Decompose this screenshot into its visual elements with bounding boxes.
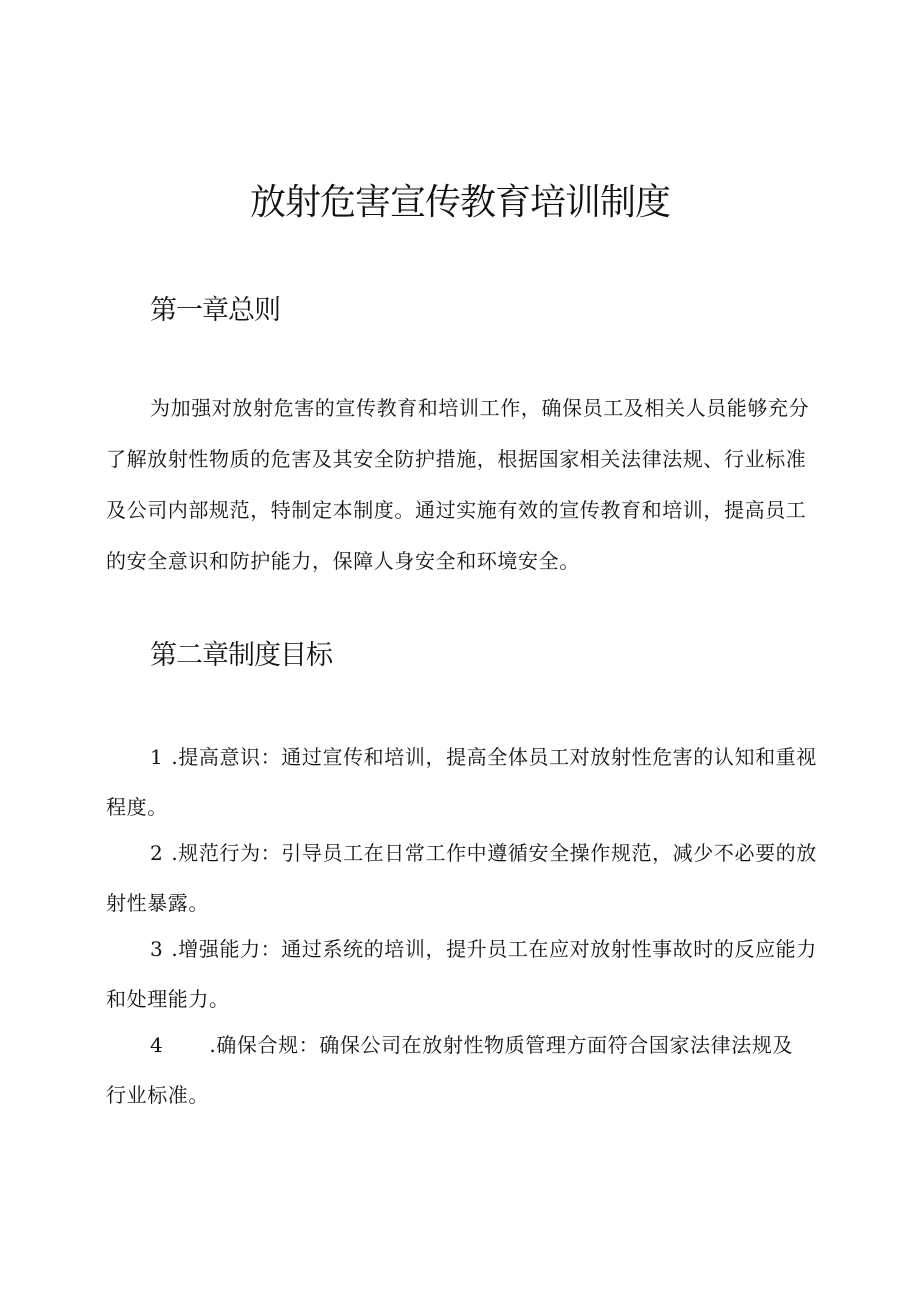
goal-item-number: 3	[150, 937, 164, 961]
goal-item-text: .确保合规：确保公司在放射性物质管理方面符合国家法律法规及行业标准。	[106, 1033, 794, 1107]
goal-item-number: 2	[150, 841, 164, 865]
chapter-2-heading: 第二章制度目标	[150, 640, 332, 671]
goal-item-text: .增强能力：通过系统的培训，提升员工在应对放射性事故时的反应能力和处理能力。	[106, 937, 817, 1011]
chapter-1-heading: 第一章总则	[150, 295, 280, 326]
goal-item-number: 4	[150, 1033, 164, 1057]
goal-item-1	[106, 732, 826, 832]
goal-item-4	[106, 1020, 796, 1120]
document-title: 放射危害宣传教育培训制度	[249, 182, 670, 223]
goal-item-text: .提高意识：通过宣传和培训，提高全体员工对放射性危害的认知和重视程度。	[106, 745, 817, 819]
chapter-1-paragraph: 为加强对放射危害的宣传教育和培训工作，确保员工及相关人员能够充分了解放射性物质的危害及其安全防护措施，根据国家相关法律法规、行业标准及公司内部规范，特制定本制度。通过实施有效的宣传教育和培训，提高员工的安全意识和防护能力，保障人身安全和环境安全。	[106, 396, 810, 573]
goal-item-text: .规范行为：引导员工在日常工作中遵循安全操作规范，减少不必要的放射性暴露。	[106, 841, 817, 915]
goal-item-number: 1	[150, 745, 164, 769]
goal-item-3	[106, 924, 826, 1024]
goal-item-2	[106, 828, 826, 928]
